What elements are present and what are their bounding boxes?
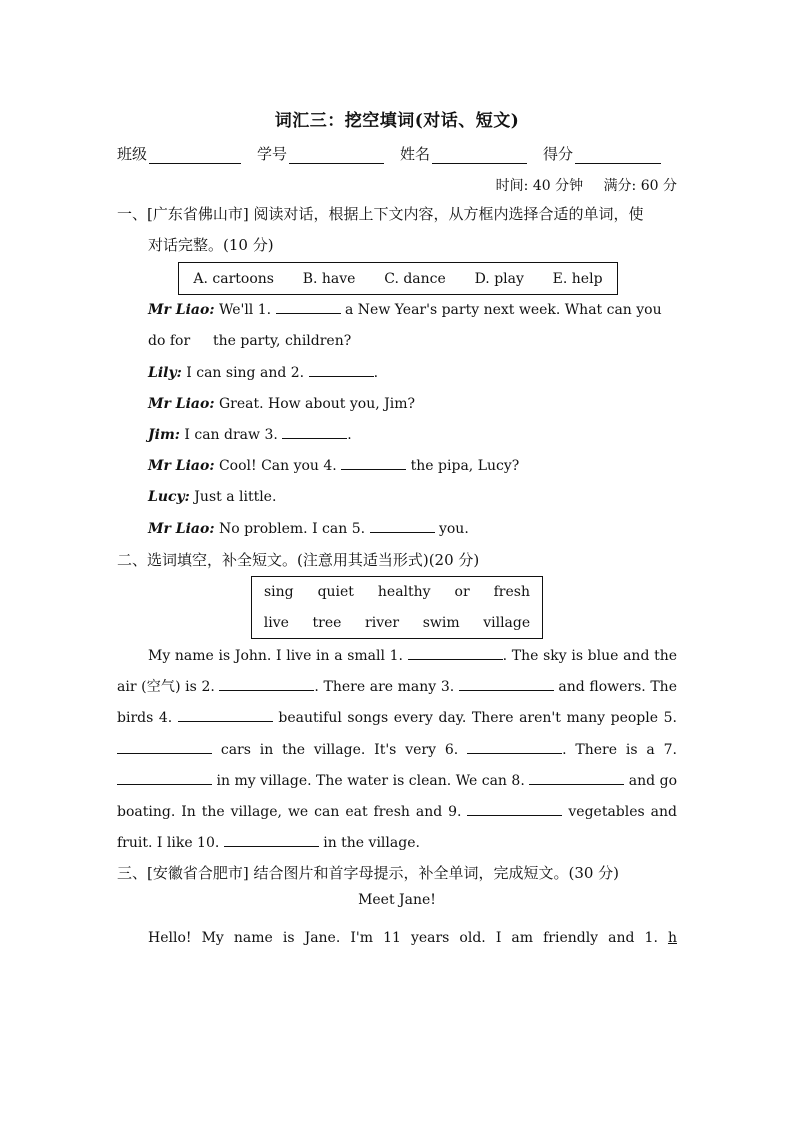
passage-text: in my village. The water is clean. We can 8. [212,772,530,789]
dialogue-text: No problem. I can 5. [214,521,370,537]
passage-text: and go boating. In the village, we can eat fresh and 9. [117,772,677,821]
passage-paragraph [117,641,677,859]
q1-option: C. dance [384,270,446,287]
passage-text: Hello! My name is Jane. I'm 11 years old. I am friendly and 1. [148,930,668,946]
q1-heading-line2: 对话完整。(10 分) [148,236,274,254]
word-option: healthy [377,583,431,600]
dialogue-line-1-cont: the party, children? [213,333,352,349]
dialogue-text: . [347,427,352,443]
answer-blank-3[interactable] [282,424,347,439]
answer-blank-2[interactable] [309,362,374,377]
time-score-row [496,175,677,195]
dialogue-line-6 [148,482,676,513]
dialogue-text: the pipa, Lucy? [406,458,520,474]
speaker: Lucy: [148,489,190,505]
dialogue-line-2 [148,358,676,389]
class-label: 班级 [117,145,148,163]
answer-blank-4[interactable] [341,455,406,470]
speaker: Mr Liao: [148,458,215,474]
name-blank[interactable] [432,147,527,164]
dialogue-text: you. [434,521,469,537]
passage-text: . There is a 7. [562,741,677,758]
speaker: Mr Liao: [148,396,215,412]
class-field [117,143,241,164]
q3-heading: 三、[安徽省合肥市] 结合图片和首字母提示，补全单词，完成短文。(30 分) [117,864,620,882]
passage-blank-7[interactable] [117,770,212,785]
dialogue-text: I can sing and 2. [181,365,309,381]
dialogue-text: a New Year's party next week. What can you do for [148,302,662,349]
passage-text: and flowers. The birds 4. [117,679,677,727]
word-option: fresh [493,583,530,600]
q2-passage [117,641,677,859]
q1-heading [117,199,677,261]
word-option: sing [263,583,294,600]
dialogue-text: Great. How about you, Jim? [214,396,416,412]
name-label: 姓名 [400,145,431,163]
word-box-row-2 [252,608,542,639]
passage-blank-10[interactable] [224,832,319,847]
dialogue-line-4 [148,420,676,451]
q1-heading-line1: 一、[广东省佛山市] 阅读对话，根据上下文内容，从方框内选择合适的单词，使 [117,205,644,223]
answer-blank-1[interactable] [276,299,341,314]
class-blank[interactable] [149,147,241,164]
page-title: 词汇三：挖空填词(对话、短文) [274,111,520,131]
passage-blank-6[interactable] [467,739,562,754]
dialogue-text: We'll 1. [214,302,276,318]
passage-text: in the village. [318,835,420,852]
score-blank[interactable] [575,147,661,164]
q3-subtitle: Meet Jane! [358,892,436,908]
passage-text: . There are many 3. [314,679,459,696]
passage-text: My name is John. I live in a small 1. [148,648,408,664]
passage-blank-5[interactable] [117,739,212,754]
passage-text: cars in the village. It's very 6. [212,741,468,758]
id-label: 学号 [257,145,288,163]
speaker: Jim: [148,427,180,443]
dialogue-line-7 [148,514,676,545]
passage-blank-8[interactable] [529,770,624,785]
passage-text: beautiful songs every day. There aren't many people 5. [272,710,677,727]
passage-blank-2[interactable] [219,676,314,691]
q1-options-box [178,262,618,295]
passage-text: vegetables and fruit. I like 10. [117,804,677,852]
dialogue-text: Cool! Can you 4. [214,458,342,474]
passage-blank-1[interactable] [408,645,503,660]
full-score: 满分: 60 分 [603,178,677,194]
word-option: river [365,614,400,631]
dialogue-text: I can draw 3. [179,427,283,443]
q1-option: B. have [302,270,356,287]
word-option: village [483,614,531,631]
dialogue-line-3 [148,389,676,420]
id-blank[interactable] [289,147,384,164]
time-limit: 时间: 40 分钟 [495,178,584,194]
speaker: Mr Liao: [148,302,215,318]
q1-option: D. play [474,270,524,287]
answer-blank-5[interactable] [370,518,435,533]
score-label: 得分 [543,145,574,163]
word-option: or [454,583,470,600]
passage-blank-9[interactable] [467,801,562,816]
dialogue-text: Just a little. [189,489,277,505]
word-option: live [263,614,289,631]
q2-heading: 二、选词填空，补全短文。(注意用其适当形式)(20 分) [117,551,480,569]
speaker: Lily: [148,365,182,381]
hint-letter-blank-1[interactable]: h [667,930,677,946]
student-info-row [117,143,677,164]
speaker: Mr Liao: [148,521,215,537]
passage-blank-4[interactable] [178,707,273,722]
word-option: quiet [317,583,354,600]
word-box-row-1 [252,577,542,608]
word-option: tree [312,614,342,631]
passage-text: . The sky is blue and the air (空气) is 2. [117,648,677,696]
q3-passage [117,923,677,954]
name-field [400,143,527,164]
score-field [543,143,661,164]
dialogue-text: . [373,365,379,381]
dialogue-line-5 [148,451,676,482]
passage-blank-3[interactable] [459,676,554,691]
q1-option: A. cartoons [193,270,274,287]
word-option: swim [422,614,460,631]
q1-option: E. help [552,270,603,287]
q2-word-box [251,576,543,639]
id-field [257,143,384,164]
